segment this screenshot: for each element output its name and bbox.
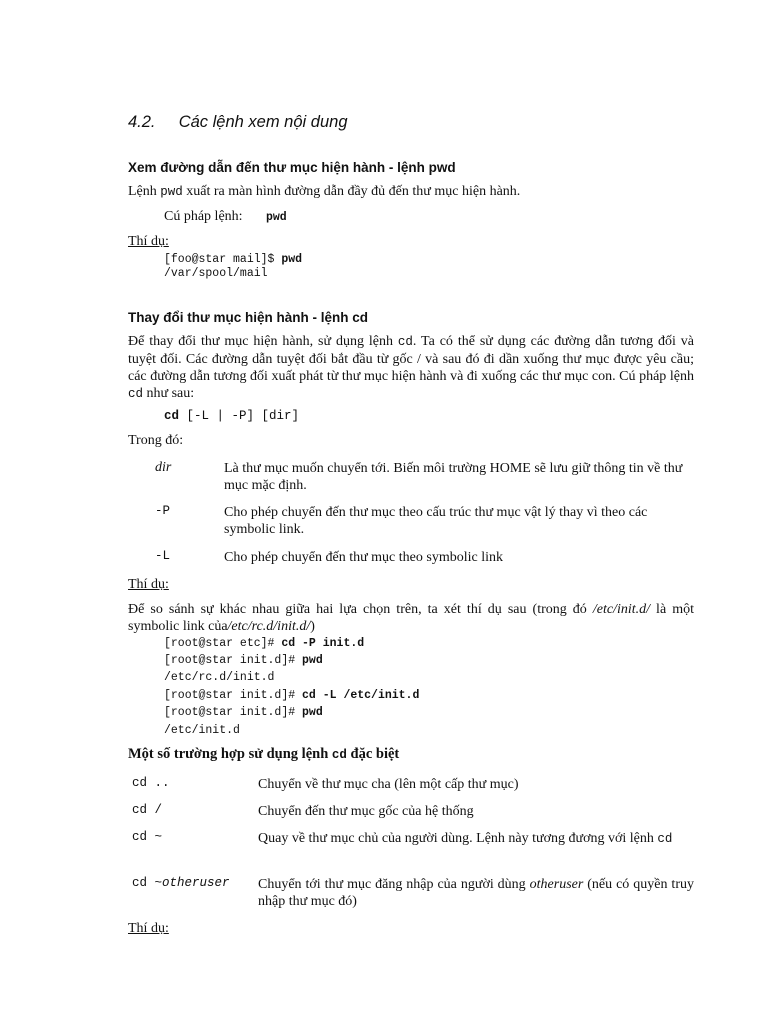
terminal-output: /etc/init.d (164, 724, 240, 737)
cd-example-intro (128, 601, 694, 635)
cd-paragraph (128, 333, 694, 403)
pwd-intro-cmd: pwd (160, 185, 183, 199)
special-row-desc (258, 876, 694, 910)
special-row-cmd-arg: otheruser (162, 876, 230, 890)
special-row-cmd (132, 876, 230, 890)
pwd-example-output: /var/spool/mail (164, 267, 268, 280)
cd-syntax-args: [-L | -P] [dir] (179, 409, 300, 423)
example-intro-text-1: Để so sánh sự khác nhau giữa hai lựa chọn trên, ta xét thí dụ sau (trong đó (128, 602, 593, 617)
special-heading-text-1: Một số trường hợp sử dụng lệnh (128, 746, 332, 762)
pwd-syntax-cmd: pwd (266, 211, 287, 224)
terminal-prompt: [root@star init.d]# (164, 654, 303, 667)
terminal-line-1 (164, 637, 364, 650)
special-row-cmd: cd / (132, 803, 163, 817)
cd-para-text-2: . Ta có thể sử dụng các đường dẫn tương đối và tuyệt đối. Các đường dẫn tuyệt đối bắt đầu từ gốc / và sau đó đi dần xuống thư mục được yêu cầu; các đường dẫn tương đối xuất phát từ thư mục hiện hành và đi xuống các thư mục con. Cú pháp lệnh (128, 334, 694, 384)
cd-para-cmd: cd (397, 335, 413, 349)
special-row-desc-italic: otheruser (529, 877, 584, 892)
option-desc-dir: Là thư mục muốn chuyển tới. Biến môi trường HOME sẽ lưu giữ thông tin về thư mục mặc định. (224, 461, 683, 493)
pwd-intro-text: Lệnh (128, 184, 161, 199)
special-row-cmd: cd ~ (132, 830, 163, 844)
cd-heading: Thay đổi thư mục hiện hành - lệnh cd (128, 310, 369, 325)
option-term-dir: dir (155, 460, 172, 475)
terminal-prompt: [foo@star mail]$ (164, 253, 282, 266)
terminal-line-2 (164, 654, 323, 667)
special-heading-cmd: cd (331, 748, 347, 762)
special-row-desc-text-2: (nếu có quyền truy nhập thư mục đó) (258, 877, 694, 909)
special-row-desc: Chuyển đến thư mục gốc của hệ thống (258, 804, 474, 819)
special-row-desc: Chuyển về thư mục cha (lên một cấp thư mục) (258, 777, 519, 792)
cd-syntax-cmd: cd (164, 409, 180, 423)
pwd-example-label: Thí dụ: (128, 234, 169, 249)
pwd-syntax-label: Cú pháp lệnh: (164, 209, 243, 224)
terminal-command: pwd (302, 654, 323, 667)
terminal-line-6 (164, 724, 240, 737)
special-example-label: Thí dụ: (128, 921, 169, 936)
terminal-output: /etc/rc.d/init.d (164, 671, 275, 684)
special-heading (128, 746, 399, 763)
special-row-cmd: cd .. (132, 776, 170, 790)
special-row-desc (258, 830, 694, 848)
section-title (128, 113, 348, 132)
special-row-cmd-prefix: cd ~ (132, 876, 163, 890)
terminal-prompt: [root@star etc]# (164, 637, 282, 650)
cd-para-text-1: Để thay đổi thư mục hiện hành, sử dụng lệnh (128, 334, 398, 349)
cd-para-cmd-2: cd (128, 387, 144, 401)
option-desc-l: Cho phép chuyển đến thư mục theo symbolic link (224, 550, 503, 565)
option-term-l: -L (155, 549, 171, 563)
terminal-command: cd -P init.d (281, 637, 365, 650)
cd-example-label: Thí dụ: (128, 577, 169, 592)
pwd-example-line-1 (164, 253, 302, 266)
cd-syntax (164, 409, 299, 423)
example-intro-path-1: /etc/init.d/ (592, 602, 650, 617)
section-number: 4.2. (128, 113, 156, 131)
terminal-line-5 (164, 706, 323, 719)
special-heading-text-2: đặc biệt (346, 746, 400, 762)
terminal-command: cd -L /etc/init.d (302, 689, 420, 702)
terminal-line-3 (164, 671, 274, 684)
special-row-desc-text: Chuyển tới thư mục đăng nhập của người dùng (258, 877, 530, 892)
special-row-desc-text: Quay về thư mục chủ của người dùng. Lệnh này tương đương với lệnh (258, 831, 658, 846)
terminal-prompt: [root@star init.d]# (164, 706, 303, 719)
example-intro-path-2: /etc/rc.d/init.d/ (227, 619, 311, 634)
example-intro-text-2: là một symbolic link của (128, 602, 694, 634)
cd-para-text-3: như sau: (143, 386, 195, 401)
option-term-p: -P (155, 504, 171, 518)
pwd-intro (128, 184, 520, 200)
example-intro-text-3: ) (310, 619, 315, 634)
pwd-intro-text-2: xuất ra màn hình đường dẫn đầy đủ đến thư mục hiện hành. (182, 184, 521, 199)
terminal-command: pwd (281, 253, 303, 266)
cd-where-label: Trong đó: (128, 433, 184, 448)
terminal-prompt: [root@star init.d]# (164, 689, 303, 702)
terminal-command: pwd (302, 706, 323, 719)
pwd-heading: Xem đường dẫn đến thư mục hiện hành - lệnh pwd (128, 160, 456, 175)
special-row-desc-cmd: cd (657, 832, 673, 846)
option-desc-p: Cho phép chuyển đến thư mục theo cấu trúc thư mục vật lý thay vì theo các symbolic link. (224, 505, 648, 537)
terminal-line-4 (164, 689, 419, 702)
section-title-text: Các lệnh xem nội dung (178, 113, 348, 131)
